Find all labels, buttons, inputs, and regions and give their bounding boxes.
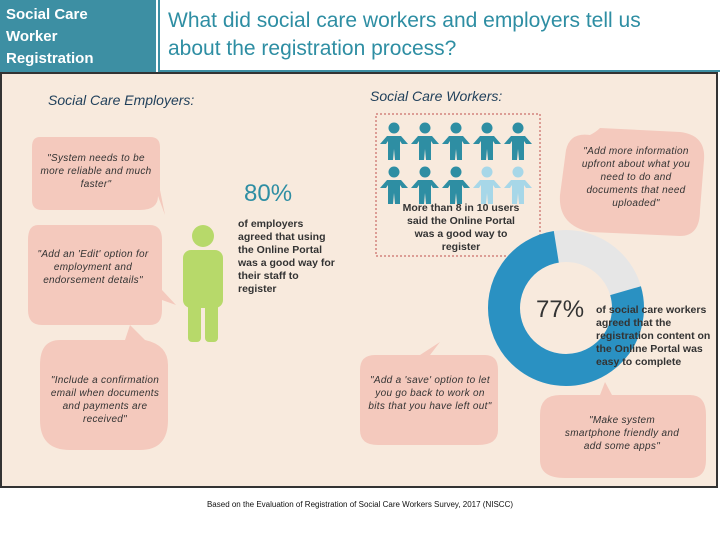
section-label-line-3: Registration: [6, 50, 94, 67]
user-icon: [411, 123, 439, 161]
employer-comment-2: "Add an 'Edit' option for employment and endorsement details": [37, 249, 149, 286]
section-label-line-2: Worker: [6, 28, 58, 45]
page-title-line-2: about the registration process?: [168, 37, 457, 60]
user-icon: [473, 123, 501, 161]
people-icon-grid: [380, 123, 532, 205]
user-icon: [473, 167, 501, 205]
employers-stat-text: of employers agreed that using the Online Portal was a good way for their staff to register: [238, 218, 335, 295]
workers-stat-value: 77%: [536, 296, 585, 323]
section-label-line-1: Social Care: [6, 6, 88, 23]
user-icon: [380, 167, 408, 205]
workers-stat-text: of social care workers agreed that the registration content on the Online Portal was easy to complete: [596, 304, 711, 368]
page-title-line-1: What did social care workers and employers tell us: [168, 9, 641, 32]
worker-comment-3: "Make system smartphone friendly and add some apps": [564, 415, 680, 452]
worker-comment-1: "Add more information upfront about what you need to do and documents that need uploaded": [581, 146, 691, 209]
user-icon: [504, 167, 532, 205]
person-icon: [183, 225, 223, 342]
workers-users-text: More than 8 in 10 users said the Online Portal was a good way to register: [402, 202, 520, 253]
user-icon: [411, 167, 439, 205]
employers-stat-value: 80%: [244, 180, 293, 207]
employer-comment-1: "System needs to be more reliable and much faster": [40, 153, 152, 190]
employers-heading: Social Care Employers:: [48, 92, 195, 108]
worker-comment-2: "Add a 'save' option to let you go back to work on bits that you have left out": [368, 375, 492, 412]
workers-heading: Social Care Workers:: [370, 88, 503, 104]
user-icon: [380, 123, 408, 161]
employer-comment-3: "Include a confirmation email when documents and payments are received": [50, 375, 160, 425]
source-footer: Based on the Evaluation of Registration of Social Care Workers Survey, 2017 (NISCC): [206, 500, 514, 509]
user-icon: [442, 167, 470, 205]
user-icon: [442, 123, 470, 161]
user-icon: [504, 123, 532, 161]
